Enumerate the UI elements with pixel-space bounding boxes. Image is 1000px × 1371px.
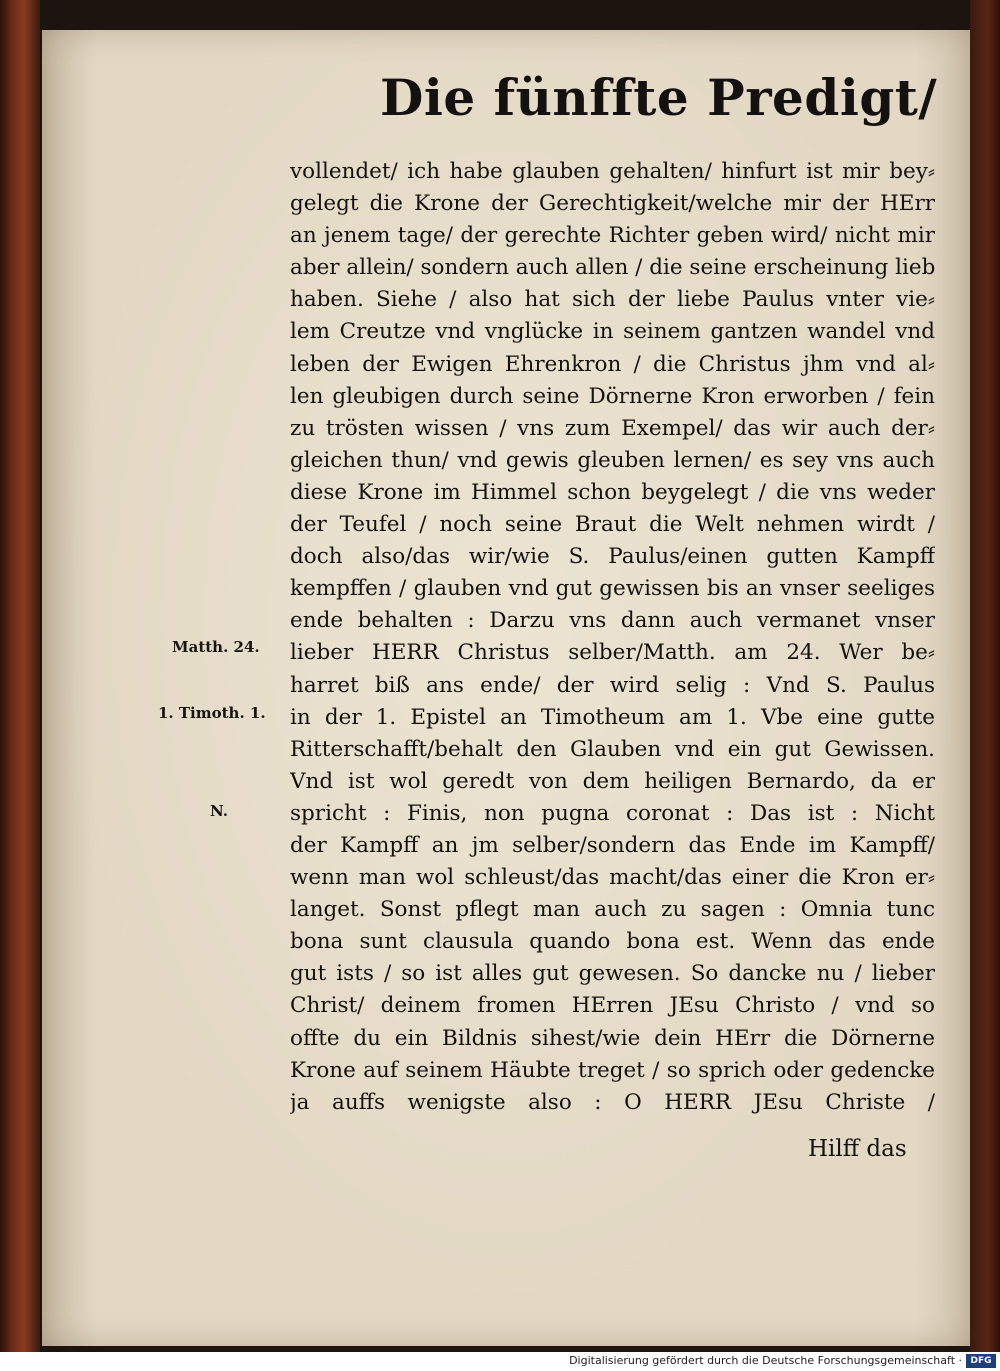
text-line: Krone auf seinem Häubte treget / so sprich oder gedencke <box>290 1057 935 1083</box>
text-line: ende behalten : Darzu vns dann auch vermanet vnser <box>290 608 935 634</box>
text-line: bona sunt clausula quando bona est. Wenn das ende <box>290 929 935 955</box>
marginal-note-matth: Matth. 24. <box>172 638 260 656</box>
catchword: Hilff das <box>808 1136 907 1162</box>
text-line: len gleubigen durch seine Dörnerne Kron erworben / fein <box>290 383 935 409</box>
text-line: wenn man wol schleust/das macht/das einer die Kron er⸗ <box>290 865 935 891</box>
text-line: haben. Siehe / also hat sich der liebe Paulus vnter vie⸗ <box>290 287 935 313</box>
text-line: aber allein/ sondern auch allen / die seine erscheinung lieb <box>290 255 935 281</box>
text-line: der Teufel / noch seine Braut die Welt nehmen wirdt / <box>290 512 935 538</box>
text-line: kempffen / glauben vnd gut gewissen bis an vnser seeliges <box>290 576 935 602</box>
text-line: langet. Sonst pflegt man auch zu sagen : Omnia tunc <box>290 897 935 923</box>
marginal-note-timoth: 1. Timoth. 1. <box>158 704 266 722</box>
text-line: gut ists / so ist alles gut gewesen. So dancke nu / lieber <box>290 961 935 987</box>
text-line: diese Krone im Himmel schon beygelegt / die vns weder <box>290 479 935 505</box>
text-line: der Kampff an jm selber/sondern das Ende im Kampff/ <box>290 832 935 858</box>
text-line: lem Creutze vnd vnglücke in seinem gantzen wandel vnd <box>290 319 935 345</box>
text-line: doch also/das wir/wie S. Paulus/einen gutten Kampff <box>290 544 935 570</box>
footer-bar <box>0 1352 1000 1371</box>
text-line: lieber HERR Christus selber/Matth. am 24. Wer be⸗ <box>290 640 935 666</box>
text-line: Vnd ist wol geredt von dem heiligen Bernardo, da er <box>290 768 935 794</box>
text-line: zu trösten wissen / vns zum Exempel/ das wir auch der⸗ <box>290 415 935 441</box>
text-line: gleichen thun/ vnd gewis gleuben lernen/ es sey vns auch <box>290 447 935 473</box>
page-header: Die fünffte Predigt/ <box>380 68 938 127</box>
dfg-logo: DFG <box>966 1354 996 1368</box>
footer-credit: Digitalisierung gefördert durch die Deutsche Forschungsgemeinschaft · <box>569 1354 962 1367</box>
book-cover-left-edge <box>0 0 40 1352</box>
text-line: Ritterschafft/behalt den Glauben vnd ein gut Gewissen. <box>290 736 935 762</box>
marginal-note-n: N. <box>210 802 228 820</box>
text-line: leben der Ewigen Ehrenkron / die Christus jhm vnd al⸗ <box>290 351 935 377</box>
book-cover-right-edge <box>970 0 1000 1352</box>
text-line: gelegt die Krone der Gerechtigkeit/welche mir der HErr <box>290 191 935 217</box>
text-line: an jenem tage/ der gerechte Richter geben wird/ nicht mir <box>290 223 935 249</box>
text-line: offte du ein Bildnis sihest/wie dein HErr die Dörnerne <box>290 1025 935 1051</box>
text-line: spricht : Finis, non pugna coronat : Das ist : Nicht <box>290 800 935 826</box>
text-line: harret biß ans ende/ der wird selig : Vnd S. Paulus <box>290 672 935 698</box>
text-line: Christ/ deinem fromen HErren JEsu Christo / vnd so <box>290 993 935 1019</box>
text-line: ja auffs wenigste also : O HERR JEsu Christe / <box>290 1089 935 1115</box>
text-line: vollendet/ ich habe glauben gehalten/ hinfurt ist mir bey⸗ <box>290 159 935 184</box>
sermon-text <box>290 156 935 1119</box>
text-line: in der 1. Epistel an Timotheum am 1. Vbe eine gutte <box>290 704 935 730</box>
